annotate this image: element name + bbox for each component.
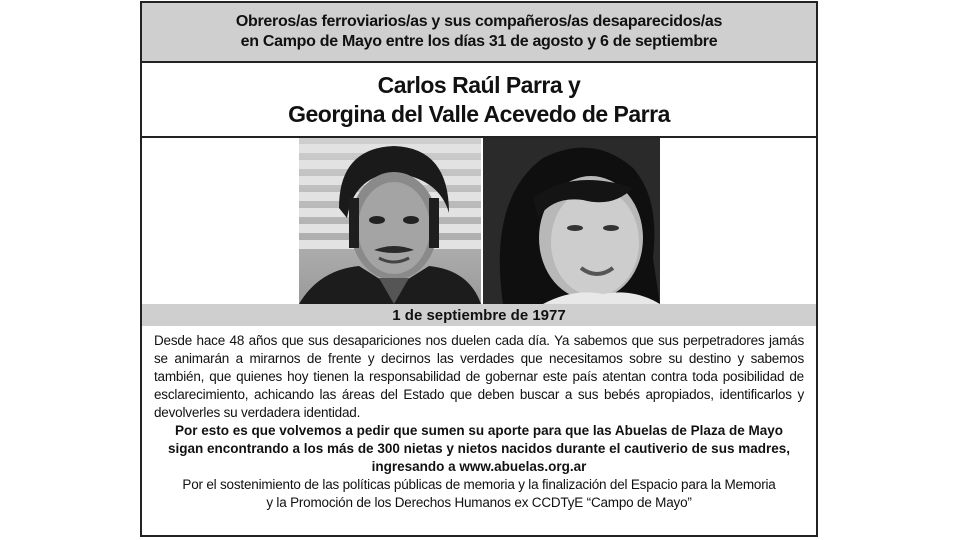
photo-carlos xyxy=(299,138,481,304)
appeal-line-1: Por esto es que volvemos a pedir que sumen su aporte para que las Abuelas de Plaza de Mayo xyxy=(175,423,783,438)
date-bar xyxy=(142,304,816,326)
header-line-2: en Campo de Mayo entre los días 31 de agosto y 6 de septiembre xyxy=(240,33,718,50)
notice-header xyxy=(142,3,816,63)
footer-line-1: Por el sostenimiento de las políticas públicas de memoria y la finalización del Espacio para la Memoria xyxy=(182,477,776,492)
footer-block xyxy=(154,476,804,512)
appeal-line-2: sigan encontrando a los más de 300 nietas y nietos nacidos durante el cautiverio de sus madres, xyxy=(168,441,790,456)
appeal-line-3: ingresando a www.abuelas.org.ar xyxy=(371,459,587,474)
body-paragraph: Desde hace 48 años que sus desapariciones nos duelen cada día. Ya sabemos que sus perpetradores jamás se animarán a mirarnos de frente y decirnos las verdades que necesitamos sobre su destino y sabemos también, que quienes hoy tienen la responsabilidad de gobernar este país atentan contra toda posibilidad de esclarecimiento, achicando las áreas del Estado que deben buscar a sus bebés apropiados, identificarlos y devolverles su verdadera identidad. xyxy=(154,333,804,420)
appeal-block xyxy=(154,422,804,476)
names-block xyxy=(142,63,816,138)
photos-row xyxy=(142,138,816,304)
names-line-1: Carlos Raúl Parra y xyxy=(377,71,581,98)
disappearance-date: 1 de septiembre de 1977 xyxy=(392,306,566,324)
notice-body xyxy=(142,326,816,512)
footer-line-2: y la Promoción de los Derechos Humanos ex CCDTyE “Campo de Mayo” xyxy=(266,495,692,510)
memorial-notice xyxy=(140,1,818,537)
names-line-2: Georgina del Valle Acevedo de Parra xyxy=(288,100,670,127)
photo-georgina xyxy=(483,138,660,304)
header-line-1: Obreros/as ferroviarios/as y sus compañeros/as desaparecidos/as xyxy=(235,13,723,30)
